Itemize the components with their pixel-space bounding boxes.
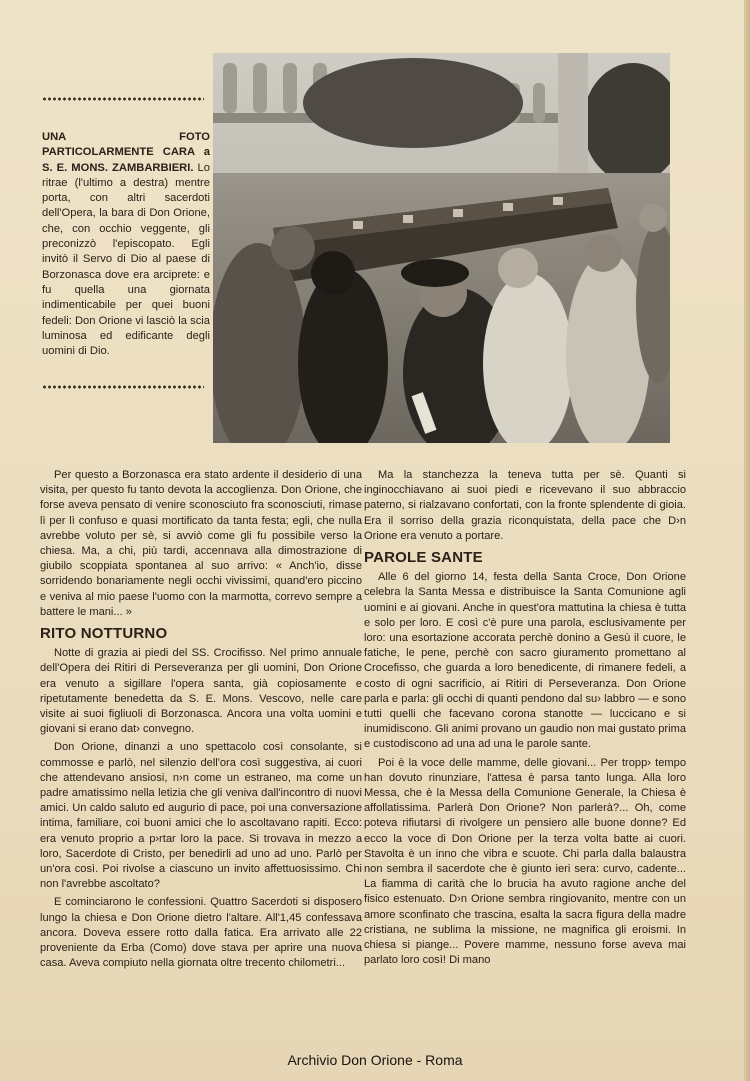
caption-lead: UNA FOTO PARTICOLARMENTE CARA a S. E. MONS. ZAMBARBIERI. bbox=[42, 131, 210, 174]
paragraph-left-2: Notte di grazia ai piedi del SS. Crocifisso. Nel primo annuale dell'Opera dei Ritiri di Perseveranza per gli uomini, Don Orione era venuto a sigillare l'opera santa, già copiosamente e ripetutamente benedetta da S. E. Mons. Vescovo, nelle care visite ai suoi figliuoli di Borzonasca. Ancora una volta uomini e giovani si erano dat› convegno. bbox=[40, 647, 362, 736]
paragraph-left-1: Per questo a Borzonasca era stato ardente il desiderio di una visita, per questo fu tanto devota la accoglienza. Don Orione, che forse aveva pensato di venire sconosciuto fra sconosciuti, rimase lì per lì confuso e quasi mortificato da tanta festa; egli, che nulla avrebbe voluto per sè, si avviò come gli fu possibile verso la chiesa. Ma, a chi, più tardi, accennava alla dimostrazione di giubilo scoppiata spontanea al suo arrivo: « Anch'io, disse sorridendo bonariamente negli occhi vivissimi, quand'ero piccino e veniva al mio paese l'uomo con la marmotta, correvo sempre a battere le mani... » bbox=[40, 469, 362, 618]
article-column-left bbox=[40, 468, 362, 975]
photo-caption bbox=[42, 130, 210, 359]
paragraph-right-1: Ma la stanchezza la teneva tutta per sè. Quanti si inginocchiavano ai suoi piedi e ricevevano il suo abbraccio paterno, si rialzavano confortati, con la fronte splendente di gioia. Era il sorriso della grazia riconquistata, della pace che D›n Orione era venuto a portare. bbox=[364, 469, 686, 542]
caption-bottom-rule bbox=[42, 384, 204, 390]
page-edge bbox=[744, 0, 750, 1081]
funeral-procession-photo bbox=[213, 53, 670, 443]
section-heading-parole-sante: PAROLE SANTE bbox=[364, 549, 483, 567]
paragraph-right-3: Poi è la voce delle mamme, delle giovani... Per tropp› tempo han dovuto rinunziare, l'attesa è parsa tanto lunga. Alla loro Messa, che è la Messa della Comunione Generale, la Chiesa è affollatissima. Parlerà Don Orione? Non parlerà?... Oh, come poteva rifiutarsi di rivolgere un pensiero alle buone donne? Ed ecco la voce di Don Orione per la terza volta batte ai cuori. Stavolta è un inno che vibra e scuote. Chi parla dalla balaustra non sembra il sacerdote che è giunto ieri sera: curvo, cadente... La fiamma di carità che lo brucia ha avuto ragione anche del fisico estenuato. D›n Orione sembra ringiovanito, mentre con un amore sconfinato che trascina, esalta la sacra figura della madre cristiana, ne sublima la missione, ne magnifica gli eroismi. In chiesa si piange... Povere mamme, nessuno forse aveva mai parlato loro così! Di mano bbox=[364, 756, 686, 967]
photo-illustration bbox=[213, 53, 670, 443]
article-column-right bbox=[364, 468, 686, 972]
paragraph-left-3: Don Orione, dinanzi a uno spettacolo così consolante, si commosse e parlò, nel silenzio dell'ora così suggestiva, ai cuori che attendevano ansiosi, n›n come un estraneo, ma come un padre amatissimo nella letizia che gli veniva dall'incontro di nuovi amici. Un caldo saluto ed augurio di pace, poi una conversazione intima, familiare, coi buoni amici che lo ascoltavano rapiti. Ecco: era venuto proprio a p›rtar loro la pace. Si trovava in mezzo a loro, Sacerdote di Cristo, per benedirli ad uno ad uno. Parlò per un'ora così. Poi rivolse a ciascuno un invito affettuosissimo. Chi non l'avrebbe ascoltato? bbox=[40, 741, 362, 891]
caption-top-rule bbox=[42, 96, 204, 102]
paragraph-left-4: E cominciarono le confessioni. Quattro Sacerdoti si disposero lungo la chiesa e Don Orione dietro l'altare. All'1,45 confessava ancora. Doveva essere rotto dalla fatica. Era arrivato alle 22 proveniente da Erba (Como) dove stava per aprire una nuova casa. Aveva compiuto nella giornata oltre trecento chilometri... bbox=[40, 896, 362, 970]
caption-text: Lo ritrae (l'ultimo a destra) mentre porta, con altri sacerdoti dell'Opera, la bara di Don Orione, che, con occhio veggente, gli preconizzò l'episcopato. Egli invitò il Servo di Dio al paese di Borzonasca dove era arciprete: e fu quella una giornata indimenticabile per quei buoni fedeli: Don Orione vi lasciò la scia luminosa ed edificante degli uomini di Dio. bbox=[42, 161, 210, 358]
section-heading-rito-notturno: RITO NOTTURNO bbox=[40, 625, 168, 643]
paragraph-right-2: Alle 6 del giorno 14, festa della Santa Croce, Don Orione celebra la Santa Messa e distribuisce la Santa Comunione agli uomini e ai giovani. Anche in quest'ora mattutina la chiesa è tutta e solo per loro. E così c'è pure una parola, esclusivamente per loro: una esortazione accorata perchè donino a Gesù il cuore, le fatiche, le pene, perchè con sacro giuramento promettano al Crocefisso, che guarda a loro benedicente, di rimanere fedeli, a costo di ogni sacrificio, ai Ritiri di Perseveranza. Don Orione parla e parla: gli occhi di quanti pendono dal su› labbro — e sono tutti quelli che facevano corona stanotte — luccicano e si inumidiscono. Gli animi provano un gaudio non mai gustato prima e custodiscono ad una ad una le parole sante. bbox=[364, 571, 686, 751]
archive-footer: Archivio Don Orione - Roma bbox=[287, 1052, 463, 1068]
